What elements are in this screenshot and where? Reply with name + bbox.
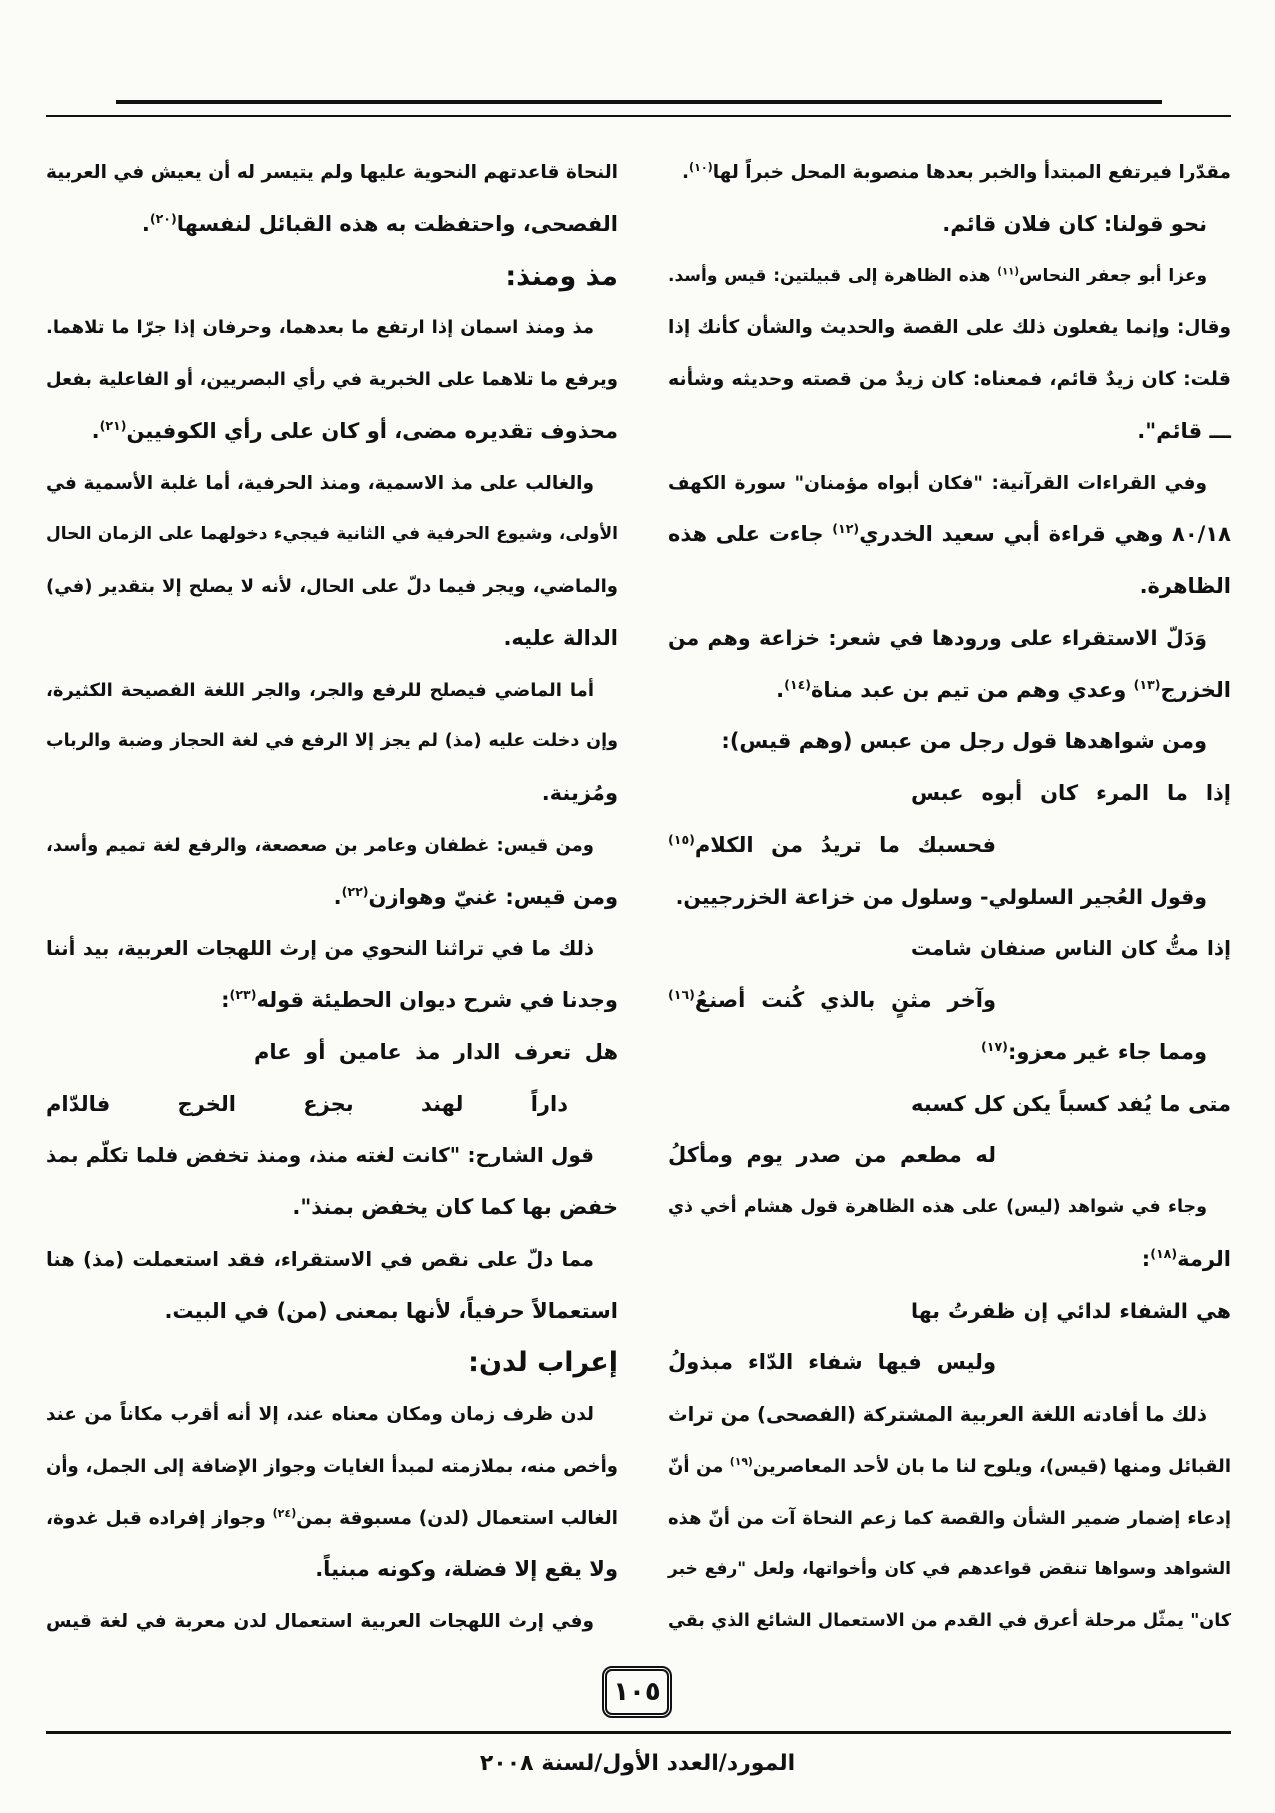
verse-first-hemistich: هل تعرف الدار مذ عامين أو عام (254, 1039, 618, 1064)
text-line: خفض بها كما كان يخفض بمنذ". (292, 1195, 618, 1219)
text-line: استعمالاً حرفياً، لأنها بمعنى (من) في البيت. (164, 1298, 618, 1323)
verse-first-hemistich: هي الشفاء لدائي إن ظفرتُ بها (911, 1298, 1231, 1323)
text-line: وإن دخلت عليه (مذ) لم يجز إلا الرفع في لغة الحجاز وضبة والرباب (46, 731, 618, 752)
footnote-ref: (١٤) (784, 676, 812, 692)
text-line: وعزا أبو جعفر النحاس$^{(١١)}$ هذه الظاهرة إلى قبيلتين: قيس وأسد. (668, 265, 1208, 286)
text-line: وجاء في شواهد (ليس) على هذه الظاهرة قول هشام أخي ذي (668, 1197, 1207, 1217)
text-line: قلت: كان زيدٌ قائم، فمعناه: كان زيدٌ من قصته وحديثه وشأنه (668, 368, 1231, 390)
text-line: الدالة عليه. (503, 625, 618, 650)
footnote-ref: (٢١) (99, 417, 127, 433)
verse-first-hemistich: إذا متُّ كان الناس صنفان شامت (911, 936, 1231, 961)
text-line: الأولى، وشيوع الحرفية في الثانية فيجيء دخولهما على الزمان الحال (46, 524, 618, 545)
text-line: ذلك ما أفادته اللغة العربية المشتركة (الفصحى) من تراث (668, 1403, 1207, 1426)
text-line: والغالب على مذ الاسمية، ومنذ الحرفية، أما غلبة الأسمية في (46, 472, 594, 494)
footnote-ref: (٢٢) (341, 883, 369, 899)
footnote-ref: (١٩) (729, 1454, 753, 1468)
text-line: الخزرج$^{(١٣)}$ وعدي وهم من تيم بن عبد مناة$^{(١٤)}$. (776, 676, 1231, 702)
verse-first-hemistich: متى ما يُفد كسباً يكن كل كسبه (911, 1091, 1231, 1116)
text-line: وجدنا في شرح ديوان الحطيئة قوله$^{(٢٣)}$: (221, 987, 618, 1012)
journal-footer: المورد/العدد الأول/لسنة ٢٠٠٨ (479, 1751, 796, 1776)
top-rule-thin (46, 115, 1231, 117)
text-line: ومن قيس: غنيّ وهوازن$^{(٢٢)}$. (333, 883, 618, 909)
footnote-ref: (٢٣) (229, 987, 257, 1002)
verse-second-hemistich: داراً لهند بجزع الخرج فالدّام (46, 1091, 568, 1116)
text-line: القبائل ومنها (قيس)، ويلوح لنا ما بان لأحد المعاصرين$^{(١٩)}$ من أنّ (668, 1454, 1231, 1477)
text-line: ومن شواهدها قول رجل من عبس (وهم قيس): (721, 729, 1207, 754)
footnote-ref: (١٨) (1150, 1245, 1178, 1261)
footnote-ref: (١٣) (1133, 676, 1161, 692)
footnote-ref: (٢٤) (272, 1506, 297, 1520)
text-line: وفي القراءات القرآنية: "فكان أبواه مؤمنان" سورة الكهف (668, 472, 1207, 494)
verse-second-hemistich: وآخر مثنٍ بالذي كُنت أصنعُ$^{(١٦)}$ (668, 987, 996, 1012)
text-line: لدن ظرف زمان ومكان معناه عند، إلا أنه أقرب مكاناً من عند (46, 1404, 594, 1425)
text-line: إدعاء إضمار ضمير الشأن والقصة كما زعم النحاة آت من أنّ هذه (668, 1507, 1231, 1529)
text-line: ٨٠/١٨ وهي قراءة أبي سعيد الخدري$^{(١٢)}$ جاءت على هذه (668, 521, 1231, 547)
text-line: ولا يقع إلا فضلة، وكونه مبنياً. (315, 1557, 618, 1582)
text-line: ـــ قائم". (1137, 418, 1231, 443)
text-line: وقال: وإنما يفعلون ذلك على القصة والحديث والشأن كأنك إذا (668, 317, 1231, 339)
page-number: ١٠٥ (602, 1666, 672, 1718)
text-line: مما دلّ على نقص في الاستقراء، فقد استعملت (مذ) هنا (46, 1247, 594, 1271)
verse-second-hemistich: وليس فيها شفاء الدّاء مبذولُ (668, 1350, 996, 1375)
text-line: وأخص منه، بملازمته لمبدأ الغايات وجواز الإضافة إلى الجمل، وأن (46, 1455, 618, 1477)
verse-first-hemistich: إذا ما المرء كان أبوه عبس (911, 781, 1231, 805)
text-line: النحاة قاعدتهم النحوية عليها ولم يتيسر له أن يعيش في العربية (46, 162, 618, 183)
text-line: والماضي، ويجر فيما دلّ على الحال، لأنه لا يصلح إلا بتقدير (في) (46, 576, 618, 597)
text-line: أما الماضي فيصلح للرفع والجر، والجر اللغة الفصيحة الكثيرة، (46, 679, 594, 701)
text-line: قول الشارح: "كانت لغته منذ، ومنذ تخفض فلما تكلّم بمذ (46, 1143, 594, 1168)
text-line: ومما جاء غير معزو:$^{(١٧)}$ (981, 1038, 1207, 1064)
top-rule-thick (116, 100, 1162, 104)
text-line: ومن قيس: غطفان وعامر بن صعصعة، والرفع لغة تميم وأسد، (46, 834, 594, 856)
text-line: وَدَلّ الاستقراء على ورودها في شعر: خزاعة وهم من (668, 625, 1207, 650)
footnote-ref: (٢٠) (149, 210, 177, 226)
text-line: مذ ومنذ اسمان إذا ارتفع ما بعدهما، وحرفان إذا جرّا ما تلاهما. (46, 317, 594, 339)
text-line: وفي إرث اللهجات العربية استعمال لدن معربة في لغة قيس (46, 1611, 594, 1632)
footnote-ref: (١١) (997, 265, 1020, 277)
text-line: الرمة$^{(١٨)}$: (1141, 1245, 1231, 1271)
footnote-ref: (١٧) (981, 1038, 1008, 1054)
left-column (46, 147, 618, 1648)
footer-rule (46, 1731, 1231, 1734)
footnote-ref: (١٢) (832, 521, 860, 537)
footnote-ref: (١٦) (668, 987, 695, 1002)
verse-second-hemistich: فحسبك ما تريدُ من الكلام$^{(١٥)}$ (668, 831, 996, 857)
verse-second-hemistich: له مطعم من صدر يوم ومأكلُ (668, 1143, 996, 1168)
footnote-ref: (١٠) (689, 160, 713, 174)
text-line: الغالب استعمال (لدن) مسبوقة بمن$^{(٢٤)}$ وجواز إفراده قبل غدوة، (46, 1506, 618, 1529)
text-line: ذلك ما في تراثنا النحوي من إرث اللهجات العربية، بيد أننا (46, 937, 594, 961)
text-line: نحو قولنا: كان فلان قائم. (942, 211, 1207, 236)
text-line: الظاهرة. (1139, 574, 1231, 598)
text-line: ومُزينة. (541, 781, 618, 805)
text-line: محذوف تقديره مضى، أو كان على رأي الكوفيين$^{(٢١)}$. (91, 417, 618, 443)
text-line: كان" يمثّل مرحلة أعرق في القدم من الاستعمال الشائع الذي بقي (668, 1611, 1231, 1631)
text-line: ويرفع ما تلاهما على الخبرية في رأي البصريين، أو الفاعلية بفعل (46, 369, 618, 390)
text-line: وقول العُجير السلولي- وسلول من خزاعة الخزرجيين. (675, 884, 1207, 909)
section-heading-mudh-mundh: مذ ومنذ: (505, 260, 618, 292)
text-line: مقدّرا فيرتفع المبتدأ والخبر بعدها منصوبة المحل خبراً لها$^{(١٠)}$. (681, 160, 1231, 183)
footnote-ref: (١٥) (668, 831, 695, 847)
right-column (668, 147, 1231, 1648)
text-line: الفصحى، واحتفظت به هذه القبائل لنفسها$^{(٢٠)}$. (141, 210, 618, 236)
section-heading-irab-ladun: إعراب لدن: (468, 1347, 618, 1379)
text-line: الشواهد وسواها تنقض قواعدهم في كان وأخواتها، ولعل "رفع خبر (668, 1559, 1231, 1580)
